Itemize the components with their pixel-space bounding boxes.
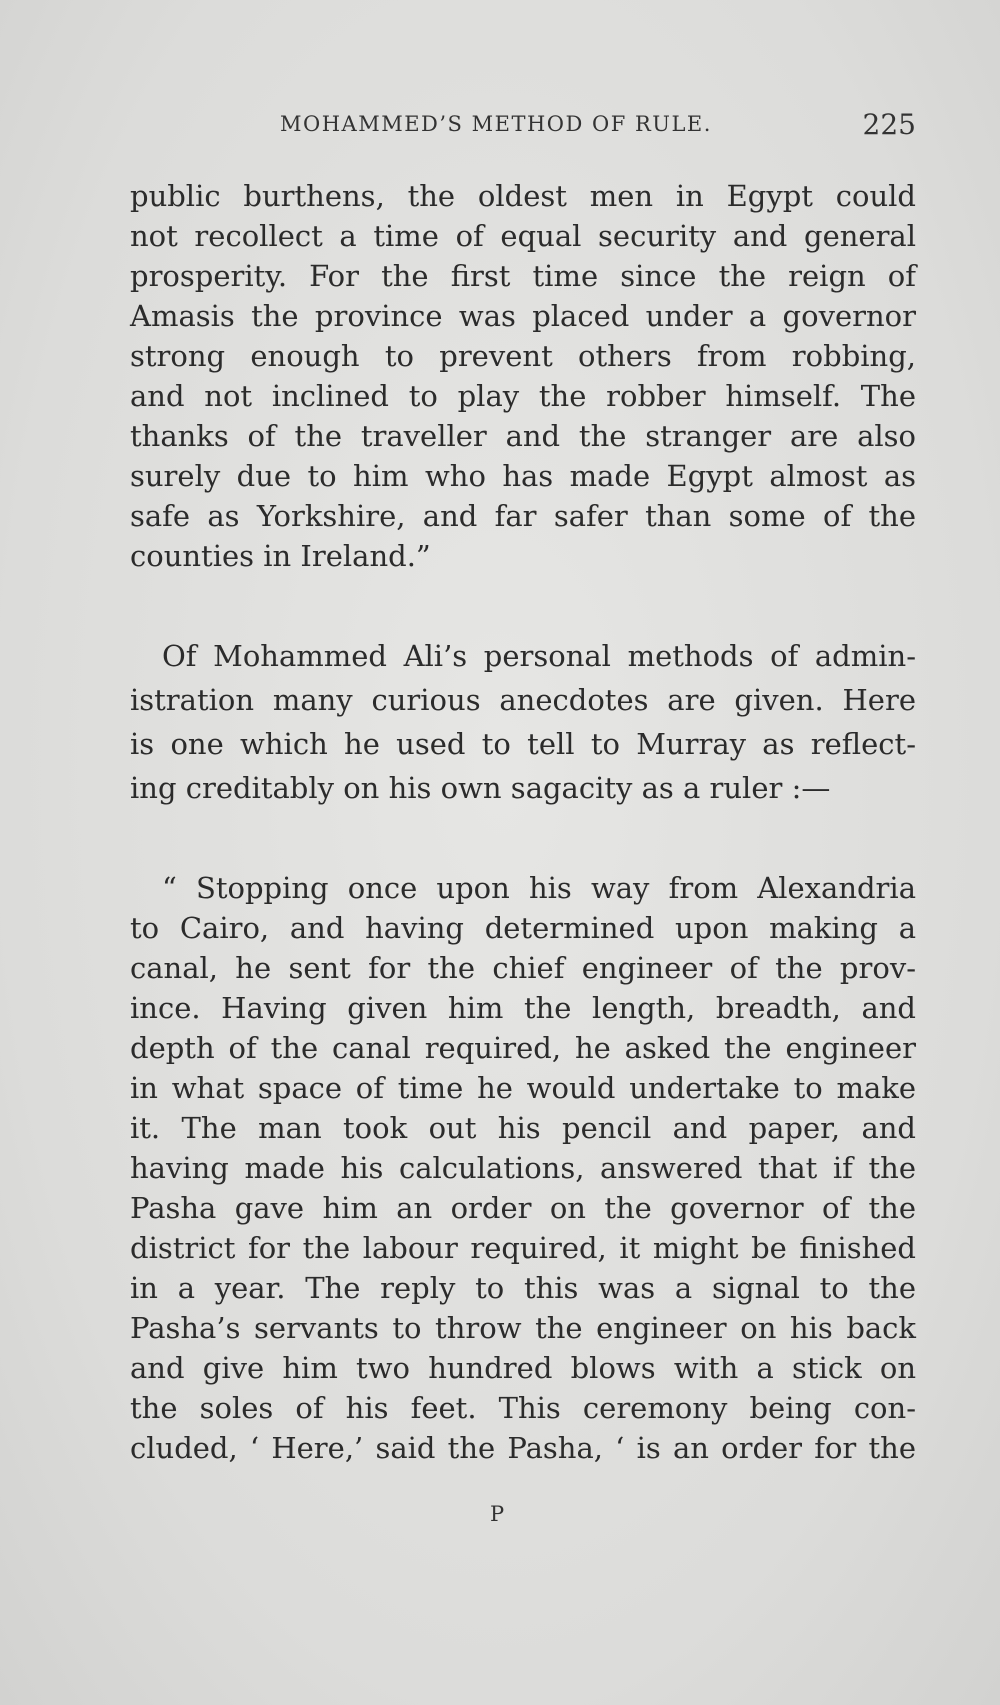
text-line: istration many curious anecdotes are given. Here <box>130 683 916 717</box>
text-line: is one which he used to tell to Murray as reflect- <box>130 727 916 761</box>
text-line: not recollect a time of equal security and general <box>130 219 916 253</box>
running-head <box>130 108 916 148</box>
page-number: 225 <box>862 108 916 141</box>
text-line: ince. Having given him the length, breadth, and <box>130 991 916 1025</box>
text-line: to Cairo, and having determined upon making a <box>130 911 916 945</box>
text-line: Of Mohammed Ali’s personal methods of admin- <box>162 639 916 673</box>
text-line: it. The man took out his pencil and paper, and <box>130 1111 916 1145</box>
text-line: thanks of the traveller and the stranger are also <box>130 419 916 453</box>
text-line: and give him two hundred blows with a stick on <box>130 1351 916 1385</box>
text-line: ing creditably on his own sagacity as a ruler :— <box>130 771 831 805</box>
signature-mark: P <box>490 1502 505 1526</box>
paragraph-2 <box>130 634 916 810</box>
paragraph-1 <box>130 176 916 576</box>
paragraph-3 <box>130 868 916 1468</box>
text-line: depth of the canal required, he asked the engineer <box>130 1031 916 1065</box>
text-line: canal, he sent for the chief engineer of the prov- <box>130 951 916 985</box>
text-line: in a year. The reply to this was a signal to the <box>130 1271 916 1305</box>
text-line: having made his calculations, answered that if the <box>130 1151 916 1185</box>
text-line: and not inclined to play the robber himself. The <box>130 379 916 413</box>
text-line: counties in Ireland.” <box>130 539 431 573</box>
text-line: Pasha gave him an order on the governor of the <box>130 1191 916 1225</box>
running-title: MOHAMMED’S METHOD OF RULE. <box>280 112 712 136</box>
text-line: the soles of his feet. This ceremony being con- <box>130 1391 916 1425</box>
text-line: Amasis the province was placed under a governor <box>130 299 916 333</box>
text-line: district for the labour required, it might be finished <box>130 1231 916 1265</box>
text-line: surely due to him who has made Egypt almost as <box>130 459 916 493</box>
body-text <box>130 176 916 1526</box>
text-line: in what space of time he would undertake to make <box>130 1071 916 1105</box>
text-line: cluded, ‘ Here,’ said the Pasha, ‘ is an order for the <box>130 1431 916 1465</box>
text-line: Pasha’s servants to throw the engineer on his back <box>130 1311 916 1345</box>
text-line: “ Stopping once upon his way from Alexandria <box>162 871 916 905</box>
text-line: public burthens, the oldest men in Egypt could <box>130 179 916 213</box>
text-line: strong enough to prevent others from robbing, <box>130 339 916 373</box>
text-line: safe as Yorkshire, and far safer than some of the <box>130 499 916 533</box>
text-line: prosperity. For the first time since the reign of <box>130 259 916 293</box>
